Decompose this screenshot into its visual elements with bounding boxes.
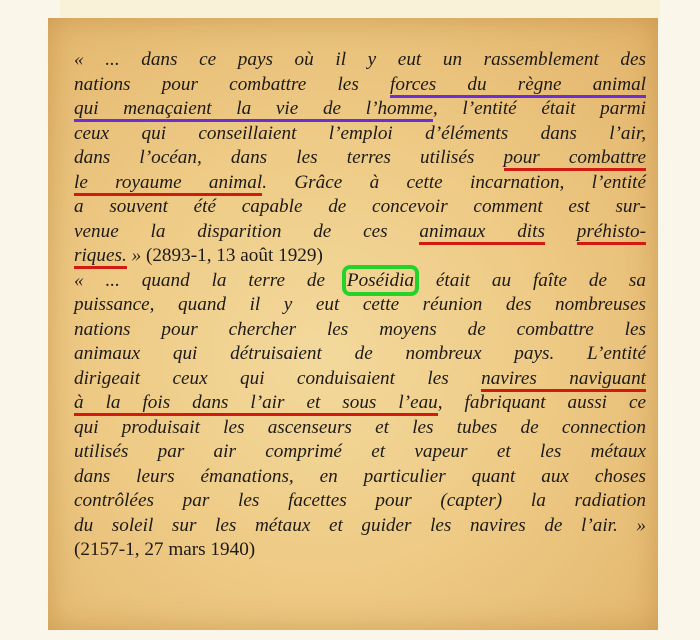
red-underline-prehisto: préhisto- bbox=[577, 221, 646, 245]
q2-text-6b: , fabriquant aussi ce bbox=[437, 392, 646, 413]
q2-text-5a: dirigeait ceux qui conduisaient les bbox=[74, 367, 482, 389]
q1-text-2a: nations pour combattre les bbox=[74, 73, 391, 95]
q2-text-11: du soleil sur les métaux et guider les navires de l’air. » bbox=[74, 514, 646, 536]
q1-line-2 bbox=[74, 73, 646, 98]
q1-text-7: a souvent été capable de concevoir comment est sur- bbox=[74, 196, 646, 217]
q2-text-8: utilisés par air comprimé et vapeur et les métaux bbox=[74, 441, 646, 462]
q1-line-9 bbox=[74, 244, 646, 269]
q1-line-8 bbox=[74, 220, 646, 245]
q2-line-2 bbox=[74, 293, 646, 318]
q2-line-8 bbox=[74, 440, 646, 465]
q2-line-6 bbox=[74, 391, 646, 416]
q1-citation: (2893-1, 13 août 1929) bbox=[141, 245, 323, 266]
q1-text-8a: venue la disparition de ces bbox=[74, 220, 420, 242]
q2-text-1c: était au faîte de sa bbox=[414, 269, 646, 291]
q2-text-10: contrôlées par les facettes pour (capter) la radiation bbox=[74, 490, 646, 511]
q1-line-7 bbox=[74, 195, 646, 220]
green-box-poseidia: Poséidia bbox=[346, 269, 415, 291]
q1-line-4 bbox=[74, 122, 646, 147]
q2-line-4 bbox=[74, 342, 646, 367]
q2-line-9 bbox=[74, 465, 646, 490]
q2-line-7 bbox=[74, 416, 646, 441]
q1-line-1 bbox=[74, 48, 646, 73]
q2-text-9: dans leurs émanations, en particulier quant aux choses bbox=[74, 465, 646, 487]
q1-line-3 bbox=[74, 97, 646, 122]
paper-left-margin bbox=[0, 40, 54, 640]
red-underline-navires: navires naviguant bbox=[481, 368, 646, 392]
q2-text-1a: « ... quand la terre de bbox=[74, 269, 347, 291]
purple-underline-forces: forces du règne animal bbox=[390, 74, 646, 98]
q1-text-4: ceux qui conseillaient l’emploi d’éléments dans l’air, bbox=[74, 122, 646, 144]
q2-text-4: animaux qui détruisaient de nombreux pays. L’entité bbox=[74, 343, 646, 364]
q2-line-3 bbox=[74, 318, 646, 343]
q1-text-5a: dans l’océan, dans les terres utilisés bbox=[74, 147, 504, 168]
q2-text-7: qui produisait les ascenseurs et les tubes de connection bbox=[74, 416, 646, 438]
q2-text-2: puissance, quand il y eut cette réunion des nombreuses bbox=[74, 294, 646, 315]
q1-space-8 bbox=[545, 221, 577, 242]
q1-text-3b: , l’entité était parmi bbox=[432, 98, 646, 119]
q2-line-11 bbox=[74, 514, 646, 539]
q1-close-quote: » bbox=[126, 245, 142, 266]
q1-text-1: « ... dans ce pays où il y eut un rassemblement des bbox=[74, 49, 646, 70]
q2-text-3: nations pour chercher les moyens de combattre les bbox=[74, 318, 646, 340]
red-underline-riques: riques. bbox=[74, 245, 127, 269]
red-underline-air-eau: à la fois dans l’air et sous l’eau bbox=[74, 392, 438, 416]
red-underline-animaux: animaux dits bbox=[419, 221, 545, 245]
q2-line-12 bbox=[74, 538, 646, 563]
q2-citation: (2157-1, 27 mars 1940) bbox=[74, 539, 256, 560]
red-underline-royaume: le royaume animal bbox=[74, 172, 262, 196]
red-underline-combattre: pour combattre bbox=[504, 147, 647, 171]
document-text bbox=[74, 48, 646, 563]
q2-line-10 bbox=[74, 489, 646, 514]
q2-line-1 bbox=[74, 269, 646, 294]
q1-line-5 bbox=[74, 146, 646, 171]
q1-line-6 bbox=[74, 171, 646, 196]
q2-line-5 bbox=[74, 367, 646, 392]
purple-underline-menacaient: qui menaçaient la vie de l’homme bbox=[74, 98, 433, 122]
q1-text-6b: . Grâce à cette incarnation, l’entité bbox=[262, 171, 646, 193]
